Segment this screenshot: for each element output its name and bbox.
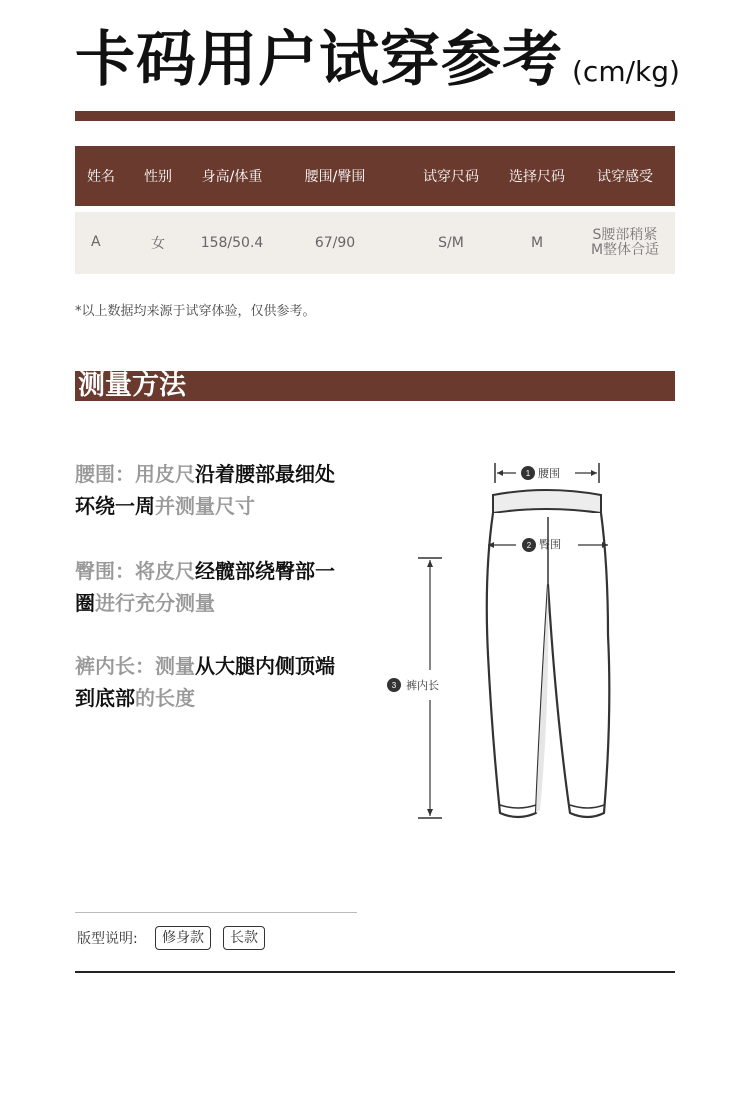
unit-label: (cm/kg) — [572, 55, 680, 88]
disclaimer-note: *以上数据均来源于试穿体验，仅供参考。 — [75, 304, 316, 319]
waist-text-2: 沿着腰部最细处环绕一周 — [75, 462, 335, 518]
th-tried-size: 试穿尺码 — [423, 169, 479, 185]
hip-text-1: 将皮尺 — [135, 559, 195, 583]
table-row — [75, 212, 675, 274]
inseam-measure — [387, 558, 442, 818]
inseam-text-2: 从大腿内侧顶端到底部 — [75, 654, 335, 710]
hip-text-3: 进行充分测量 — [95, 591, 215, 615]
fit-tag-slim: 修身款 — [155, 926, 211, 950]
td-tried-size: S/M — [438, 235, 464, 251]
inseam-diagram-label: 裤内长 — [406, 679, 439, 692]
hip-text-2: 经髋部绕臀部一圈 — [75, 559, 335, 615]
th-name: 姓名 — [87, 169, 115, 185]
waist-measure — [495, 463, 599, 483]
page-title: 卡码用户试穿参考 — [75, 25, 563, 95]
hip-diagram-label: 臀围 — [539, 538, 561, 551]
inseam-label: 裤内长： — [75, 654, 155, 678]
waist-text-3: 并测量尺寸 — [155, 494, 255, 518]
marker-1-number: 1 — [525, 469, 531, 478]
fit-label: 版型说明: — [77, 931, 138, 947]
pants-diagram — [380, 455, 640, 835]
fit-divider — [75, 912, 357, 913]
waist-text-1: 用皮尺 — [135, 462, 195, 486]
td-waist-hip: 67/90 — [314, 235, 356, 251]
th-waist-hip: 腰围/臀围 — [304, 169, 366, 185]
waist-description — [75, 458, 345, 522]
td-gender: 女 — [151, 236, 165, 252]
fit-tag-long: 长款 — [223, 926, 265, 950]
hip-description — [75, 555, 345, 619]
section-title: 测量方法 — [78, 370, 186, 401]
bottom-divider — [75, 971, 675, 973]
th-feeling: 试穿感受 — [597, 169, 653, 185]
inseam-text-1: 测量 — [155, 654, 195, 678]
th-chosen-size: 选择尺码 — [509, 169, 565, 185]
marker-3-number: 3 — [391, 681, 397, 690]
inseam-description — [75, 650, 345, 714]
feeling-line-1: S腰部稍紧 — [592, 227, 658, 243]
td-chosen-size: M — [530, 235, 544, 251]
waist-label: 腰围： — [75, 462, 135, 486]
marker-2-number: 2 — [526, 541, 532, 550]
th-gender: 性别 — [144, 169, 172, 185]
title-divider — [75, 111, 675, 121]
fit-table — [75, 146, 675, 274]
th-height-weight: 身高/体重 — [201, 169, 263, 185]
hip-label: 臀围： — [75, 559, 135, 583]
feeling-line-2: M整体合适 — [590, 242, 660, 258]
td-feeling — [580, 212, 670, 274]
td-name: A — [91, 234, 101, 250]
table-header — [75, 146, 675, 206]
inseam-text-3: 的长度 — [135, 686, 195, 710]
td-height-weight: 158/50.4 — [200, 235, 264, 251]
waist-diagram-label: 腰围 — [538, 467, 560, 480]
